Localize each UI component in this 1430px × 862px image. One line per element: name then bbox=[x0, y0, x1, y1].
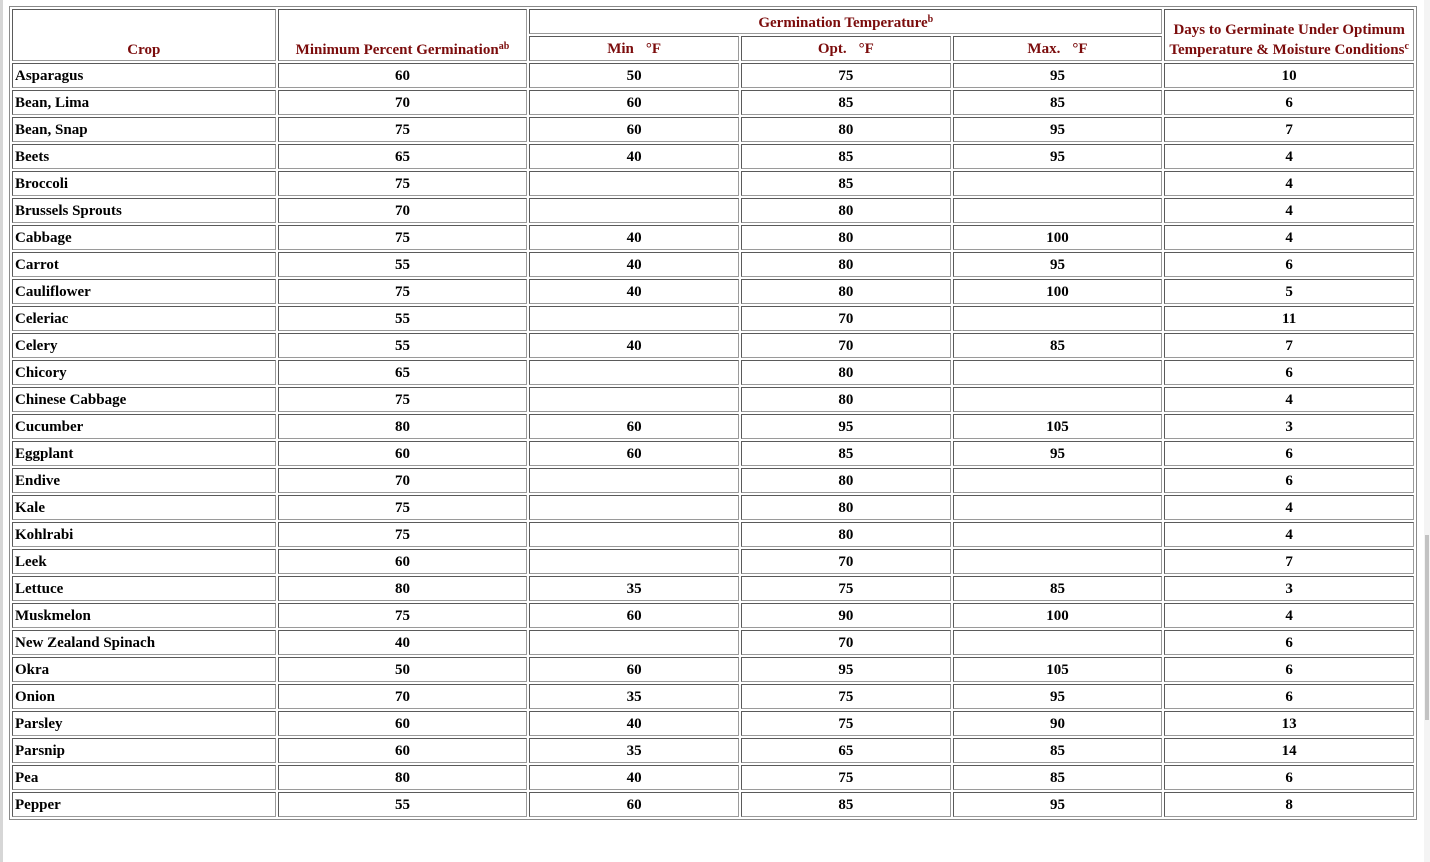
cell-days: 5 bbox=[1164, 279, 1414, 304]
cell-temp-min: 35 bbox=[529, 684, 739, 709]
cell-min-percent: 80 bbox=[278, 414, 528, 439]
cell-days: 6 bbox=[1164, 684, 1414, 709]
cell-temp-opt: 85 bbox=[741, 144, 951, 169]
cell-crop: Cabbage bbox=[12, 225, 276, 250]
cell-temp-max: 100 bbox=[953, 603, 1163, 628]
cell-temp-max bbox=[953, 198, 1163, 223]
cell-temp-max: 95 bbox=[953, 792, 1163, 817]
table-row bbox=[12, 522, 1414, 547]
cell-temp-opt: 75 bbox=[741, 711, 951, 736]
cell-temp-min: 60 bbox=[529, 792, 739, 817]
cell-temp-max: 105 bbox=[953, 414, 1163, 439]
cell-days: 7 bbox=[1164, 117, 1414, 142]
cell-temp-max: 100 bbox=[953, 279, 1163, 304]
footnote-marker: b bbox=[927, 14, 934, 25]
cell-temp-opt: 95 bbox=[741, 414, 951, 439]
header-days-to-germinate bbox=[1164, 9, 1414, 61]
cell-crop: Chicory bbox=[12, 360, 276, 385]
cell-temp-opt: 80 bbox=[741, 279, 951, 304]
table-row bbox=[12, 198, 1414, 223]
cell-crop: New Zealand Spinach bbox=[12, 630, 276, 655]
cell-min-percent: 75 bbox=[278, 387, 528, 412]
cell-min-percent: 60 bbox=[278, 738, 528, 763]
table-row bbox=[12, 657, 1414, 682]
cell-temp-min bbox=[529, 468, 739, 493]
cell-days: 4 bbox=[1164, 171, 1414, 196]
cell-crop: Bean, Lima bbox=[12, 90, 276, 115]
cell-min-percent: 75 bbox=[278, 603, 528, 628]
cell-days: 6 bbox=[1164, 657, 1414, 682]
cell-temp-opt: 80 bbox=[741, 495, 951, 520]
cell-temp-min bbox=[529, 495, 739, 520]
cell-temp-min: 40 bbox=[529, 765, 739, 790]
table-row bbox=[12, 765, 1414, 790]
cell-temp-max: 95 bbox=[953, 684, 1163, 709]
cell-temp-opt: 95 bbox=[741, 657, 951, 682]
cell-min-percent: 80 bbox=[278, 576, 528, 601]
cell-temp-min: 60 bbox=[529, 603, 739, 628]
cell-temp-max: 85 bbox=[953, 333, 1163, 358]
cell-crop: Bean, Snap bbox=[12, 117, 276, 142]
cell-temp-opt: 85 bbox=[741, 171, 951, 196]
cell-min-percent: 80 bbox=[278, 765, 528, 790]
scrollbar-thumb[interactable] bbox=[1425, 535, 1429, 720]
header-min-pct-label: Minimum Percent Germination bbox=[295, 42, 499, 58]
cell-temp-min: 40 bbox=[529, 252, 739, 277]
cell-min-percent: 75 bbox=[278, 495, 528, 520]
cell-temp-min: 40 bbox=[529, 279, 739, 304]
cell-days: 6 bbox=[1164, 252, 1414, 277]
cell-crop: Kale bbox=[12, 495, 276, 520]
cell-crop: Onion bbox=[12, 684, 276, 709]
cell-temp-min: 40 bbox=[529, 333, 739, 358]
cell-temp-opt: 75 bbox=[741, 684, 951, 709]
cell-days: 4 bbox=[1164, 387, 1414, 412]
cell-temp-max: 100 bbox=[953, 225, 1163, 250]
cell-crop: Okra bbox=[12, 657, 276, 682]
cell-temp-min: 35 bbox=[529, 576, 739, 601]
cell-crop: Muskmelon bbox=[12, 603, 276, 628]
table-row bbox=[12, 441, 1414, 466]
cell-temp-min: 40 bbox=[529, 225, 739, 250]
degree-unit: °F bbox=[645, 40, 662, 57]
cell-days: 14 bbox=[1164, 738, 1414, 763]
cell-temp-max bbox=[953, 387, 1163, 412]
cell-temp-min bbox=[529, 171, 739, 196]
cell-crop: Carrot bbox=[12, 252, 276, 277]
cell-temp-min bbox=[529, 549, 739, 574]
cell-min-percent: 55 bbox=[278, 792, 528, 817]
table-row bbox=[12, 306, 1414, 331]
cell-temp-min: 60 bbox=[529, 414, 739, 439]
cell-days: 7 bbox=[1164, 333, 1414, 358]
cell-temp-opt: 70 bbox=[741, 630, 951, 655]
cell-temp-min: 50 bbox=[529, 63, 739, 88]
cell-temp-opt: 85 bbox=[741, 90, 951, 115]
table-row bbox=[12, 414, 1414, 439]
cell-temp-opt: 80 bbox=[741, 252, 951, 277]
cell-temp-min bbox=[529, 387, 739, 412]
cell-min-percent: 55 bbox=[278, 333, 528, 358]
header-temp-min bbox=[529, 36, 739, 61]
cell-min-percent: 55 bbox=[278, 252, 528, 277]
cell-min-percent: 50 bbox=[278, 657, 528, 682]
cell-temp-max: 85 bbox=[953, 90, 1163, 115]
cell-min-percent: 70 bbox=[278, 198, 528, 223]
cell-days: 4 bbox=[1164, 198, 1414, 223]
footnote-marker: c bbox=[1404, 41, 1409, 52]
header-min-percent-germination bbox=[278, 9, 528, 61]
cell-min-percent: 65 bbox=[278, 144, 528, 169]
cell-crop: Parsley bbox=[12, 711, 276, 736]
table-row bbox=[12, 576, 1414, 601]
cell-temp-min bbox=[529, 198, 739, 223]
cell-temp-min bbox=[529, 306, 739, 331]
cell-temp-min: 35 bbox=[529, 738, 739, 763]
header-germ-temp-label: Germination Temperature bbox=[758, 15, 928, 31]
cell-crop: Asparagus bbox=[12, 63, 276, 88]
cell-crop: Pepper bbox=[12, 792, 276, 817]
cell-temp-opt: 80 bbox=[741, 387, 951, 412]
table-row bbox=[12, 90, 1414, 115]
cell-temp-min: 60 bbox=[529, 657, 739, 682]
cell-temp-min bbox=[529, 630, 739, 655]
cell-min-percent: 60 bbox=[278, 441, 528, 466]
table-row bbox=[12, 333, 1414, 358]
cell-temp-min: 40 bbox=[529, 144, 739, 169]
cell-min-percent: 70 bbox=[278, 684, 528, 709]
cell-temp-max bbox=[953, 360, 1163, 385]
cell-days: 6 bbox=[1164, 360, 1414, 385]
cell-temp-opt: 80 bbox=[741, 522, 951, 547]
cell-min-percent: 70 bbox=[278, 90, 528, 115]
cell-days: 3 bbox=[1164, 576, 1414, 601]
cell-min-percent: 60 bbox=[278, 549, 528, 574]
cell-temp-max bbox=[953, 549, 1163, 574]
cell-temp-opt: 75 bbox=[741, 63, 951, 88]
table-row bbox=[12, 630, 1414, 655]
table-row bbox=[12, 252, 1414, 277]
table-row bbox=[12, 279, 1414, 304]
cell-days: 6 bbox=[1164, 765, 1414, 790]
table-row bbox=[12, 684, 1414, 709]
cell-temp-max bbox=[953, 522, 1163, 547]
cell-crop: Lettuce bbox=[12, 576, 276, 601]
cell-crop: Cucumber bbox=[12, 414, 276, 439]
cell-temp-opt: 70 bbox=[741, 306, 951, 331]
cell-crop: Cauliflower bbox=[12, 279, 276, 304]
cell-crop: Celery bbox=[12, 333, 276, 358]
cell-temp-opt: 75 bbox=[741, 765, 951, 790]
table-row bbox=[12, 171, 1414, 196]
cell-temp-max: 95 bbox=[953, 252, 1163, 277]
cell-temp-max: 90 bbox=[953, 711, 1163, 736]
cell-crop: Beets bbox=[12, 144, 276, 169]
germination-table bbox=[9, 6, 1417, 820]
cell-crop: Leek bbox=[12, 549, 276, 574]
cell-temp-max: 95 bbox=[953, 441, 1163, 466]
header-crop-label: Crop bbox=[127, 42, 161, 58]
cell-temp-opt: 80 bbox=[741, 117, 951, 142]
cell-crop: Broccoli bbox=[12, 171, 276, 196]
cell-days: 4 bbox=[1164, 144, 1414, 169]
cell-min-percent: 75 bbox=[278, 117, 528, 142]
table-row bbox=[12, 387, 1414, 412]
cell-min-percent: 60 bbox=[278, 711, 528, 736]
cell-temp-max: 85 bbox=[953, 765, 1163, 790]
degree-unit: °F bbox=[858, 40, 874, 57]
header-temp-max-label: Max. bbox=[1027, 40, 1061, 57]
cell-crop: Brussels Sprouts bbox=[12, 198, 276, 223]
header-germination-temperature bbox=[529, 9, 1162, 34]
cell-temp-max bbox=[953, 630, 1163, 655]
cell-crop: Eggplant bbox=[12, 441, 276, 466]
cell-days: 3 bbox=[1164, 414, 1414, 439]
cell-days: 10 bbox=[1164, 63, 1414, 88]
cell-temp-opt: 85 bbox=[741, 792, 951, 817]
header-days-label: Days to Germinate Under Optimum Temperature & Moisture Conditions bbox=[1169, 22, 1405, 58]
cell-days: 6 bbox=[1164, 468, 1414, 493]
cell-temp-opt: 80 bbox=[741, 468, 951, 493]
cell-crop: Celeriac bbox=[12, 306, 276, 331]
table-row bbox=[12, 792, 1414, 817]
cell-temp-max: 95 bbox=[953, 63, 1163, 88]
cell-crop: Endive bbox=[12, 468, 276, 493]
cell-min-percent: 60 bbox=[278, 63, 528, 88]
cell-temp-max bbox=[953, 495, 1163, 520]
cell-temp-min bbox=[529, 360, 739, 385]
cell-crop: Chinese Cabbage bbox=[12, 387, 276, 412]
cell-crop: Kohlrabi bbox=[12, 522, 276, 547]
cell-temp-max: 95 bbox=[953, 144, 1163, 169]
cell-days: 13 bbox=[1164, 711, 1414, 736]
cell-crop: Pea bbox=[12, 765, 276, 790]
cell-min-percent: 75 bbox=[278, 522, 528, 547]
cell-temp-opt: 75 bbox=[741, 576, 951, 601]
cell-min-percent: 55 bbox=[278, 306, 528, 331]
table-row bbox=[12, 549, 1414, 574]
cell-temp-opt: 70 bbox=[741, 549, 951, 574]
cell-days: 4 bbox=[1164, 225, 1414, 250]
page-left-edge bbox=[0, 0, 3, 862]
cell-days: 4 bbox=[1164, 495, 1414, 520]
degree-unit: °F bbox=[1072, 40, 1088, 57]
header-temp-min-label: Min bbox=[607, 40, 634, 57]
footnote-marker: ab bbox=[498, 41, 510, 52]
cell-temp-max: 85 bbox=[953, 738, 1163, 763]
table-body bbox=[12, 63, 1414, 817]
cell-temp-min bbox=[529, 522, 739, 547]
cell-days: 6 bbox=[1164, 630, 1414, 655]
vertical-scrollbar[interactable] bbox=[1424, 0, 1430, 862]
cell-days: 6 bbox=[1164, 441, 1414, 466]
table-row bbox=[12, 117, 1414, 142]
cell-days: 8 bbox=[1164, 792, 1414, 817]
cell-temp-opt: 85 bbox=[741, 441, 951, 466]
cell-temp-max bbox=[953, 468, 1163, 493]
cell-temp-opt: 80 bbox=[741, 225, 951, 250]
cell-temp-opt: 90 bbox=[741, 603, 951, 628]
cell-crop: Parsnip bbox=[12, 738, 276, 763]
cell-days: 4 bbox=[1164, 522, 1414, 547]
cell-min-percent: 75 bbox=[278, 171, 528, 196]
cell-min-percent: 65 bbox=[278, 360, 528, 385]
cell-temp-opt: 80 bbox=[741, 198, 951, 223]
cell-temp-min: 60 bbox=[529, 441, 739, 466]
cell-min-percent: 75 bbox=[278, 279, 528, 304]
table-row bbox=[12, 603, 1414, 628]
header-temp-max bbox=[953, 36, 1163, 61]
cell-temp-max bbox=[953, 306, 1163, 331]
cell-days: 4 bbox=[1164, 603, 1414, 628]
cell-temp-opt: 80 bbox=[741, 360, 951, 385]
table-row bbox=[12, 468, 1414, 493]
cell-temp-max bbox=[953, 171, 1163, 196]
cell-temp-min: 60 bbox=[529, 117, 739, 142]
table-row bbox=[12, 360, 1414, 385]
cell-days: 7 bbox=[1164, 549, 1414, 574]
cell-days: 11 bbox=[1164, 306, 1414, 331]
table-row bbox=[12, 738, 1414, 763]
header-temp-opt bbox=[741, 36, 951, 61]
header-crop bbox=[12, 9, 276, 61]
cell-temp-max: 95 bbox=[953, 117, 1163, 142]
cell-temp-min: 40 bbox=[529, 711, 739, 736]
table-row bbox=[12, 711, 1414, 736]
table-row bbox=[12, 225, 1414, 250]
table-row bbox=[12, 495, 1414, 520]
cell-min-percent: 70 bbox=[278, 468, 528, 493]
cell-min-percent: 40 bbox=[278, 630, 528, 655]
table-row bbox=[12, 144, 1414, 169]
table-row bbox=[12, 63, 1414, 88]
cell-days: 6 bbox=[1164, 90, 1414, 115]
cell-temp-opt: 70 bbox=[741, 333, 951, 358]
header-row-1 bbox=[12, 9, 1414, 34]
cell-temp-max: 105 bbox=[953, 657, 1163, 682]
cell-temp-min: 60 bbox=[529, 90, 739, 115]
header-temp-opt-label: Opt. bbox=[817, 40, 847, 57]
cell-min-percent: 75 bbox=[278, 225, 528, 250]
cell-temp-max: 85 bbox=[953, 576, 1163, 601]
cell-temp-opt: 65 bbox=[741, 738, 951, 763]
